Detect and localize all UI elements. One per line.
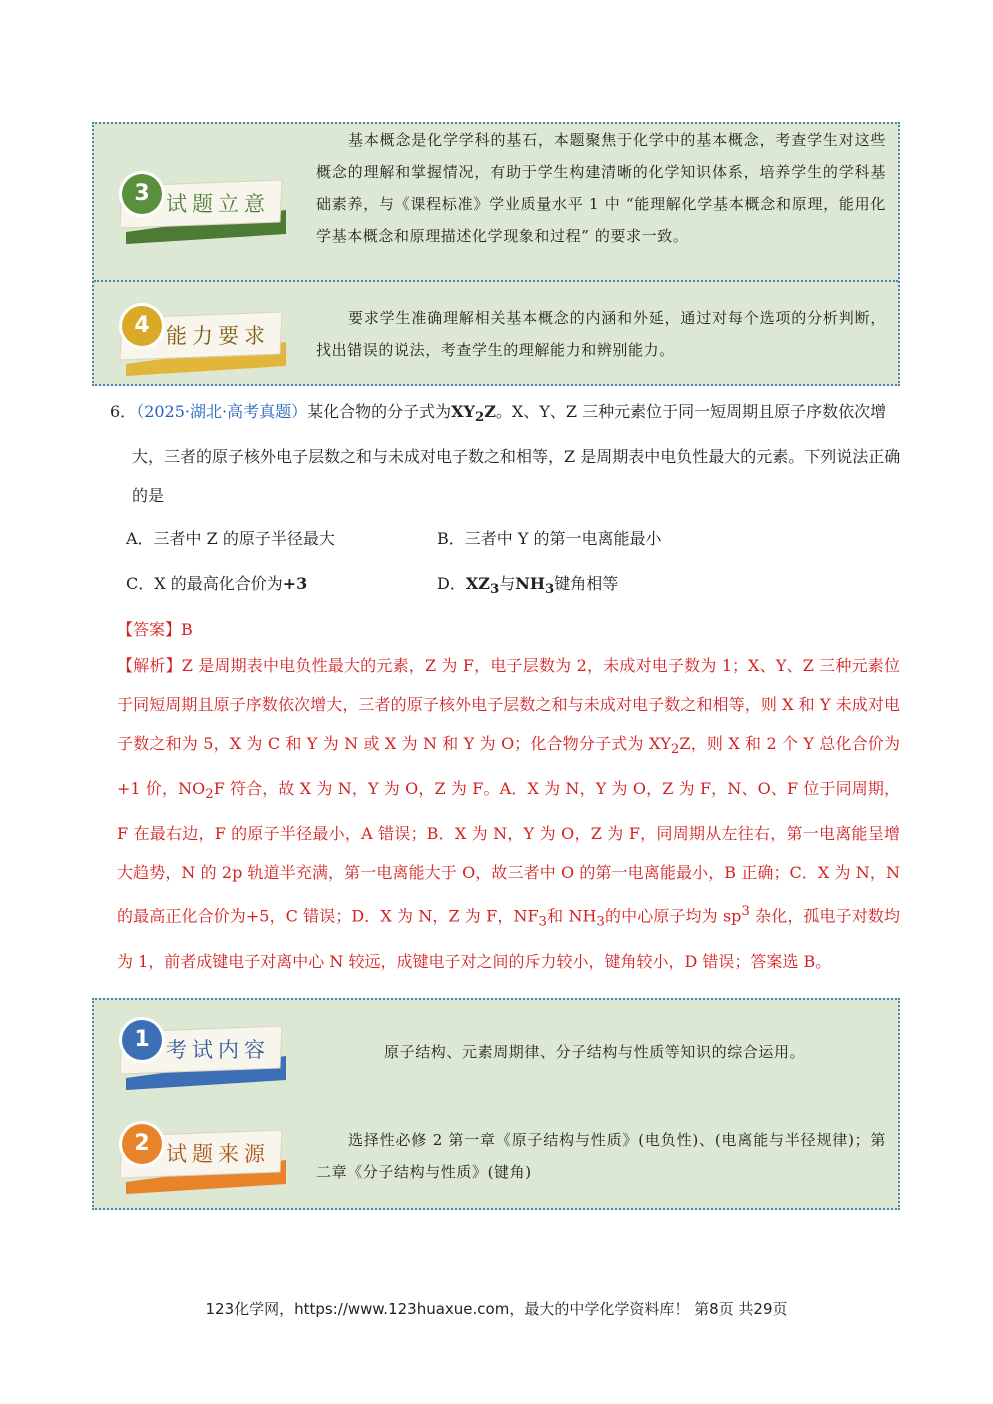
stem-part-b: 。X、Y、Z 三种元素位于同一短周期且原子序数依次增大，三者的原子核外电子层数之和与未成对电子数之和相等，Z 是周期表中电负性最大的元素。下列说法正确的是	[132, 402, 901, 506]
page-footer: 123化学网，https://www.123huaxue.com，最大的中学化学资料库！ 第8页 共29页	[205, 1300, 788, 1318]
ability-row	[94, 280, 898, 388]
content-text: 原子结构、元素周期律、分子结构与性质等知识的综合运用。	[384, 1043, 806, 1061]
info-box-bottom	[92, 998, 900, 1210]
number-badge-3: 3	[122, 174, 162, 214]
source-text: 选择性必修 2 第一章《原子结构与性质》(电负性)、(电离能与半径规律)；第二章《分子结构与性质》(键角)	[316, 1131, 886, 1181]
analysis-sup5: 3	[741, 904, 750, 920]
analysis-sub2: 2	[205, 787, 214, 803]
answer-line: 【答案】B	[117, 620, 193, 639]
analysis-sub4: 3	[596, 914, 605, 930]
ribbon-label-intent: 试题立意	[166, 192, 270, 216]
option-c	[126, 571, 307, 594]
analysis-label: 【解析】	[117, 656, 182, 675]
option-b: B．三者中 Y 的第一电离能最小	[437, 529, 662, 548]
formula-sub: 2	[474, 409, 485, 426]
option-d-mid: 与	[499, 574, 516, 593]
formula-xz: XZ	[465, 574, 490, 593]
intent-text: 基本概念是化学学科的基石，本题聚焦于化学中的基本概念，考查学生对这些概念的理解和掌握情况，有助于学生构建清晰的化学知识体系，培养学生的学科基础素养，与《课程标准》学业质量水平 1 中 “能理解化学基本概念和原理，能用化学基本概念和原理描述化学现象和过程” 的要求一致。	[316, 131, 886, 245]
option-c-text: C．X 的最高化合价为	[126, 574, 283, 593]
analysis-p4: 和 NH	[547, 906, 597, 926]
formula-xy: XY	[451, 402, 475, 421]
question-stem	[110, 392, 905, 515]
ability-text: 要求学生准确理解相关基本概念的内涵和外延，通过对每个选项的分析判断，找出错误的说法，考查学生的理解能力和辨别能力。	[316, 309, 886, 359]
ribbon-label-source: 试题来源	[166, 1142, 270, 1166]
option-d-end: 键角相等	[554, 574, 619, 593]
option-d	[437, 571, 618, 597]
question-source: （2025·湖北·高考真题）	[136, 402, 308, 421]
formula-nh: NH	[515, 574, 545, 593]
analysis-p5: 的中心原子均为 sp	[604, 906, 742, 926]
formula-nh-sub: 3	[544, 581, 555, 598]
formula-z: Z	[484, 402, 496, 421]
source-row	[94, 1106, 898, 1210]
analysis-sub3: 3	[538, 914, 548, 930]
number-badge-1: 1	[122, 1020, 162, 1060]
analysis-p2: Z，则 X 和 2 个 Y 总化合价为+1 价，NO	[117, 734, 900, 799]
analysis-p6: 杂化，孤电子对数均为 1，前者成键电子对离中心 N 较远，成键电子对之间的斥力较小，键角较小，D 错误；答案选 B。	[117, 906, 900, 971]
option-a: A．三者中 Z 的原子半径最大	[126, 529, 335, 548]
number-badge-4: 4	[122, 306, 162, 346]
analysis-p3: F 符合，故 X 为 N，Y 为 O，Z 为 F。A．X 为 N，Y 为 O，Z 为 F，N、O、F 位于同周期，F 在最右边，F 的原子半径最小，A 错误；B．X 为 N，Y 为 O，Z 为 F，同周期从左往右，第一电离能呈增大趋势，N 的 2p 轨道半充满，第一电离能大于 O，故三者中 O 的第一电离能最小，B 正确；C．X 为 N，N 的最高正化合价为+5，C 错误；D．X 为 N，Z 为 F，NF	[117, 779, 900, 926]
ribbon-label-ability: 能力要求	[166, 324, 270, 348]
intent-row	[94, 124, 898, 282]
analysis-p1: Z 是周期表中电负性最大的元素，Z 为 F，电子层数为 2，未成对电子数为 1；X、Y、Z 三种元素位于同短周期且原子序数依次增大，三者的原子核外电子层数之和与未成对电子数之和相等，则 X 和 Y 未成对电子数之和为 5，X 为 C 和 Y 为 N 或 X 为 N 和 Y 为 O；化合物分子式为 XY	[117, 656, 900, 753]
question-number: 6．	[110, 402, 137, 421]
analysis-sub1: 2	[670, 742, 680, 758]
ribbon-label-content: 考试内容	[166, 1038, 270, 1062]
stem-part-a: 某化合物的分子式为	[307, 402, 452, 421]
analysis-text	[117, 646, 900, 981]
number-badge-2: 2	[122, 1124, 162, 1164]
option-c-value: +3	[282, 574, 308, 593]
content-row	[94, 1000, 898, 1106]
info-box-top	[92, 122, 900, 386]
option-d-prefix: D．	[437, 574, 466, 593]
formula-xz-sub: 3	[489, 581, 500, 598]
